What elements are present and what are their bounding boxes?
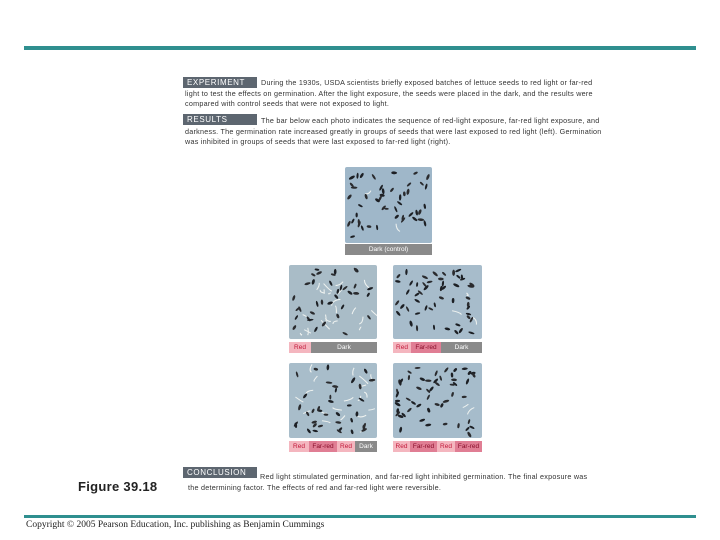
control-bar [345,244,432,255]
seed-photo-red-dark-image [289,265,377,339]
experiment-text-content: During the 1930s, USDA scientists briefly exposed batches of lettuce seeds to red light or far-red light to test the effects on germination. After the light exposure, the seeds were placed in the dark, and the results were compared with control seeds that were not exposed to light. [185,78,593,109]
seed-photo-red-dark [289,265,377,339]
bar1-dark-segment: Dark [311,342,377,353]
bar2-farred-segment: Far-red [411,342,441,353]
conclusion-label: CONCLUSION [183,467,257,478]
bar-red-farred-dark [393,342,482,353]
seed-photo-red-farred-red-dark [289,363,377,438]
photo-background [345,167,432,243]
bar-red-farred-red-dark [289,441,377,452]
bar4-red2-segment: Red [437,441,455,452]
bar3-red2-segment: Red [337,441,355,452]
bar3-farred-segment: Far-red [309,441,337,452]
sprout [308,328,309,335]
bar1-red-segment: Red [289,342,311,353]
seed-photo-control [345,167,432,243]
seed-photo-red-farred-red-farred-image [393,363,482,438]
copyright: Copyright © 2005 Pearson Education, Inc. publishing as Benjamin Cummings [26,520,325,530]
bar2-red-segment: Red [393,342,411,353]
bottom-rule [24,515,696,518]
results-text-content: The bar below each photo indicates the sequence of red-light exposure, far-red light exposure, and darkness. The germination rate increased greatly in groups of seeds that were last exposed to red light (left). Germination was inhibited in groups of seeds that were last exposed to far-red light (right). [185,116,602,147]
seed-photo-red-farred-red-farred [393,363,482,438]
bar-red-dark [289,342,377,353]
seed-photo-red-farred-dark [393,265,482,339]
bar-red-farred-red-farred [393,441,482,452]
seed-photo-red-farred-red-dark-image [289,363,377,438]
results-label: RESULTS [183,114,257,125]
bar4-farred-segment: Far-red [410,441,437,452]
conclusion-text-content: Red light stimulated germination, and far-red light inhibited germination. The final exposure was the determining factor. The effects of red and far-red light were reversible. [188,472,588,492]
experiment-label: EXPERIMENT [183,77,257,88]
bar4-farred2-segment: Far-red [455,441,482,452]
figure-label: Figure 39.18 [78,479,158,494]
control-dark-segment: Dark (control) [345,244,432,255]
bar3-dark-segment: Dark [355,441,377,452]
seed-photo-control-image [345,167,432,243]
conclusion-text [188,472,598,493]
top-rule [24,46,696,50]
seed-photo-red-farred-dark-image [393,265,482,339]
bar3-red-segment: Red [289,441,309,452]
experiment-text [185,78,607,110]
bar2-dark-segment: Dark [441,342,482,353]
results-text [185,116,615,148]
bar4-red-segment: Red [393,441,410,452]
seed [356,213,358,218]
